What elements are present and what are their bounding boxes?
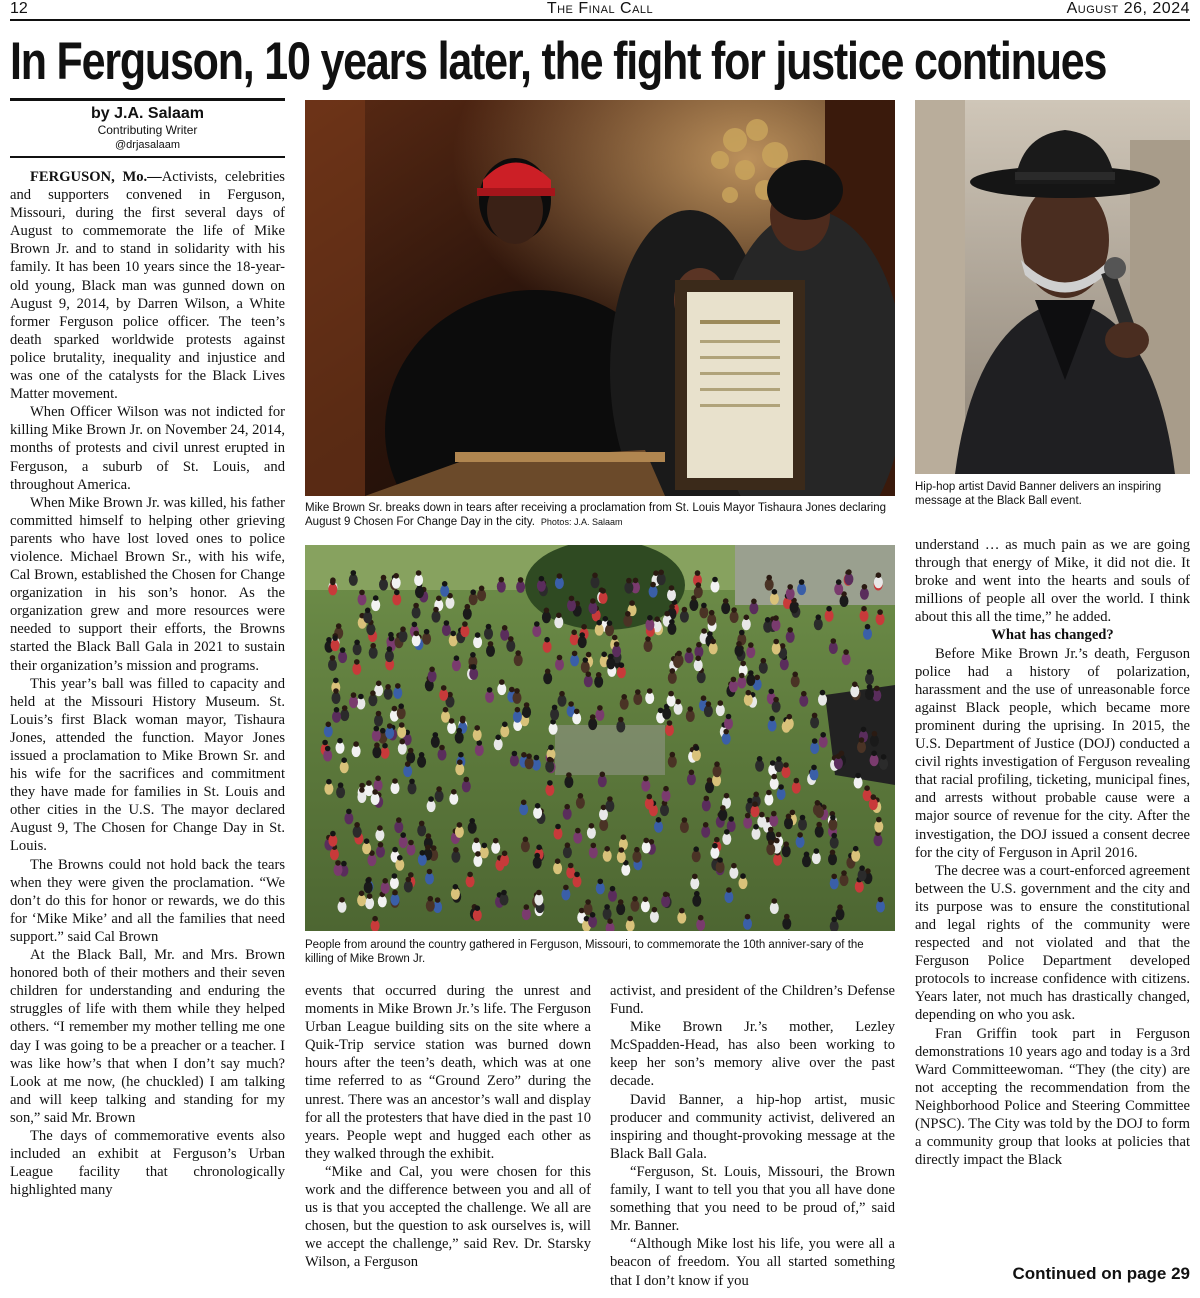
crowd-photo-caption: People from around the country gathered in Ferguson, Missouri, to commemorate the 10th anniver-sary of the killing of Mike Brown Jr. (305, 939, 864, 965)
paragraph (10, 168, 285, 403)
page-number: 12 (10, 0, 28, 17)
photo-crowd (305, 545, 895, 931)
byline-author: by J.A. Salaam (91, 105, 204, 122)
issue-date: August 26, 2024 (1066, 0, 1190, 17)
paragraph: Mike Brown Jr.’s mother, Lezley McSpadden-Head, has also been working to keep her son’s memory alive over the past decade. (610, 1019, 895, 1090)
byline-bottom-rule (10, 156, 285, 158)
paragraph: The days of commemorative events also included an exhibit at Ferguson’s Urban League facility that chronologically highlighted many (10, 1127, 285, 1199)
proclamation-photo-caption (305, 501, 895, 529)
header-rule (10, 19, 1190, 21)
paragraph: When Mike Brown Jr. was killed, his father committed himself to helping other grieving parents who have lost loved ones to police violence. Michael Brown Sr., with his wife, Cal Brown, established the Chosen for Change organization in his son’s honor. As the organization grew and more resources were needed to support their efforts, the Browns started the Black Ball Gala in 2021 to sustain their organization’s mission and programs. (10, 494, 285, 674)
byline (10, 104, 285, 152)
paragraph: Before Mike Brown Jr.’s death, Ferguson police had a history of polarization, harassment and the use of unreasonable force against Black people, which became more prominent during the uprising. In 2015, the U.S. Department of Justice (DOJ) conducted a civil rights investigation of Ferguson revealing that racial profiling, ticketing, municipal fines, and arrests without probable cause were a major source of revenue for the city. After the investigation, the DOJ issued a consent decree for the city of Ferguson in April 2016. (915, 645, 1190, 861)
banner-photo-image (915, 100, 1190, 474)
paragraph: “Mike and Cal, you were chosen for this work and the difference between you and all of us is that you accepted the challenge. We all are chosen, but the question to ask ourselves is, will we accept the challenge,” said Rev. Dr. Starsky Wilson, a Ferguson (305, 1163, 591, 1271)
paragraph: understand … as much pain as we are going through that energy of Mike, it did not die. It broke and went into the hearts and souls of millions of people all over the world. I think about this all the time,” he added. (915, 537, 1190, 626)
paragraph: At the Black Ball, Mr. and Mrs. Brown honored both of their mothers and their seven children for understanding and enduring the struggles of life with them while they helped others. “I remember my mother telling me one day I was going to be a preacher or a teacher. I was like how’s that when I don’t say much? Look at me now, (he chuckled) I am talking and will keep talking and standing for my son,” said Mr. Brown (10, 947, 285, 1126)
proclamation-photo-image (305, 100, 895, 496)
paragraph: The Browns could not hold back the tears when they were given the proclamation. “We don’t do this for honor or rewards, we do this for ‘Mike Mike’ and all the families that need support.” said Cal Brown (10, 856, 285, 945)
banner-photo-caption: Hip-hop artist David Banner delivers an inspiring message at the Black Ball event. (915, 481, 1162, 507)
dateline: FERGUSON, Mo.— (30, 169, 162, 185)
article-column-1 (10, 168, 285, 1288)
photo-david-banner (915, 100, 1190, 474)
section-subhead: What has changed? (991, 627, 1114, 644)
byline-role: Contributing Writer (97, 123, 198, 137)
paragraph: events that occurred during the unrest and moments in Mike Brown Jr.’s life. The Ferguson Urban League building sits on the site where a Quik-Trip service station was burned down hours after the teen’s death, which was at one time referred to as “Ground Zero” during the unrest. There was an ancestor’s wall and display for all the protesters that have died in the past 10 years. People wept and hugged each other as they walked through the exhibit. (305, 983, 591, 1162)
article-column-3 (610, 982, 895, 1288)
page-header (10, 0, 1190, 20)
article-headline: In Ferguson, 10 years later, the fight for justice continues (10, 31, 1107, 91)
byline-handle: @drjasalaam (115, 139, 180, 151)
byline-top-rule (10, 98, 285, 101)
photo-credit: Photos: J.A. Salaam (540, 517, 623, 527)
continued-link[interactable]: Continued on page 29 (1012, 1264, 1190, 1283)
paragraph: This year’s ball was filled to capacity and held at the Missouri History Museum. St. Louis’s first Black woman mayor, Tishaura Jones, attended the function. Mayor Jones issued a proclamation to Mike Brown Sr. and his wife for the sacrifices and commitment they have made for families in St. Louis and other cities in the U.S. The mayor declared August 9, The Chosen for Change Day in St. Louis. (10, 675, 285, 855)
paragraph: “Although Mike lost his life, you were all a beacon of freedom. You all started something that I don’t know if you (610, 1236, 895, 1288)
paragraph: The decree was a court-enforced agreement between the U.S. government and the city and its purpose was to ensure the constitutional and legal rights of the community were respected and not violated and that the Ferguson Police Department developed protocols to increase confidence with citizens. Years later, not much has drastically changed, depending on who you ask. (915, 862, 1190, 1024)
crowd-photo-image (305, 545, 895, 931)
paragraph: activist, and president of the Children’s Defense Fund. (610, 983, 895, 1018)
article-column-2 (305, 982, 591, 1288)
article-column-4 (915, 536, 1190, 1258)
caption-text: Mike Brown Sr. breaks down in tears after receiving a proclamation from St. Louis Mayor Tishaura Jones declaring August 9 Chosen For Change Day in the city. (305, 502, 887, 528)
paragraph: David Banner, a hip-hop artist, music producer and community activist, delivered an inspiring and thought-provoking message at the Black Ball Gala. (610, 1091, 895, 1162)
paragraph: When Officer Wilson was not indicted for killing Mike Brown Jr. on November 24, 2014, months of protests and civil unrest erupted in Ferguson, a suburb of St. Louis, and throughout America. (10, 404, 285, 493)
paragraph: Fran Griffin took part in Ferguson demonstrations 10 years ago and today is a 3rd Ward Committeewoman. “They (the city) are not accepting the recommendation from the Neighborhood Police and Steering Committee (NPSC). The City was told by the DOJ to form a community group that looks at policies that directly impact the Black (915, 1025, 1190, 1169)
paragraph-text: Activists, celebrities and supporters convened in Ferguson, Missouri, during the first several days of August to commemorate the life of Mike Brown Jr. and to stand in solidarity with his family. It has been 10 years since the 18-year-old young, Black man was gunned down on August 9, 2014, by Darren Wilson, a White former Ferguson police officer. The teen’s death sparked worldwide protests against police brutality, inequality and injustice and was one of the catalysts for the Black Lives Matter movement. (10, 169, 285, 403)
paragraph: “Ferguson, St. Louis, Missouri, the Brown family, I want to tell you that you all have done something that you need to be proud of,” said Mr. Banner. (610, 1163, 895, 1235)
photo-proclamation (305, 100, 895, 496)
publication-name: The Final Call (546, 0, 654, 17)
